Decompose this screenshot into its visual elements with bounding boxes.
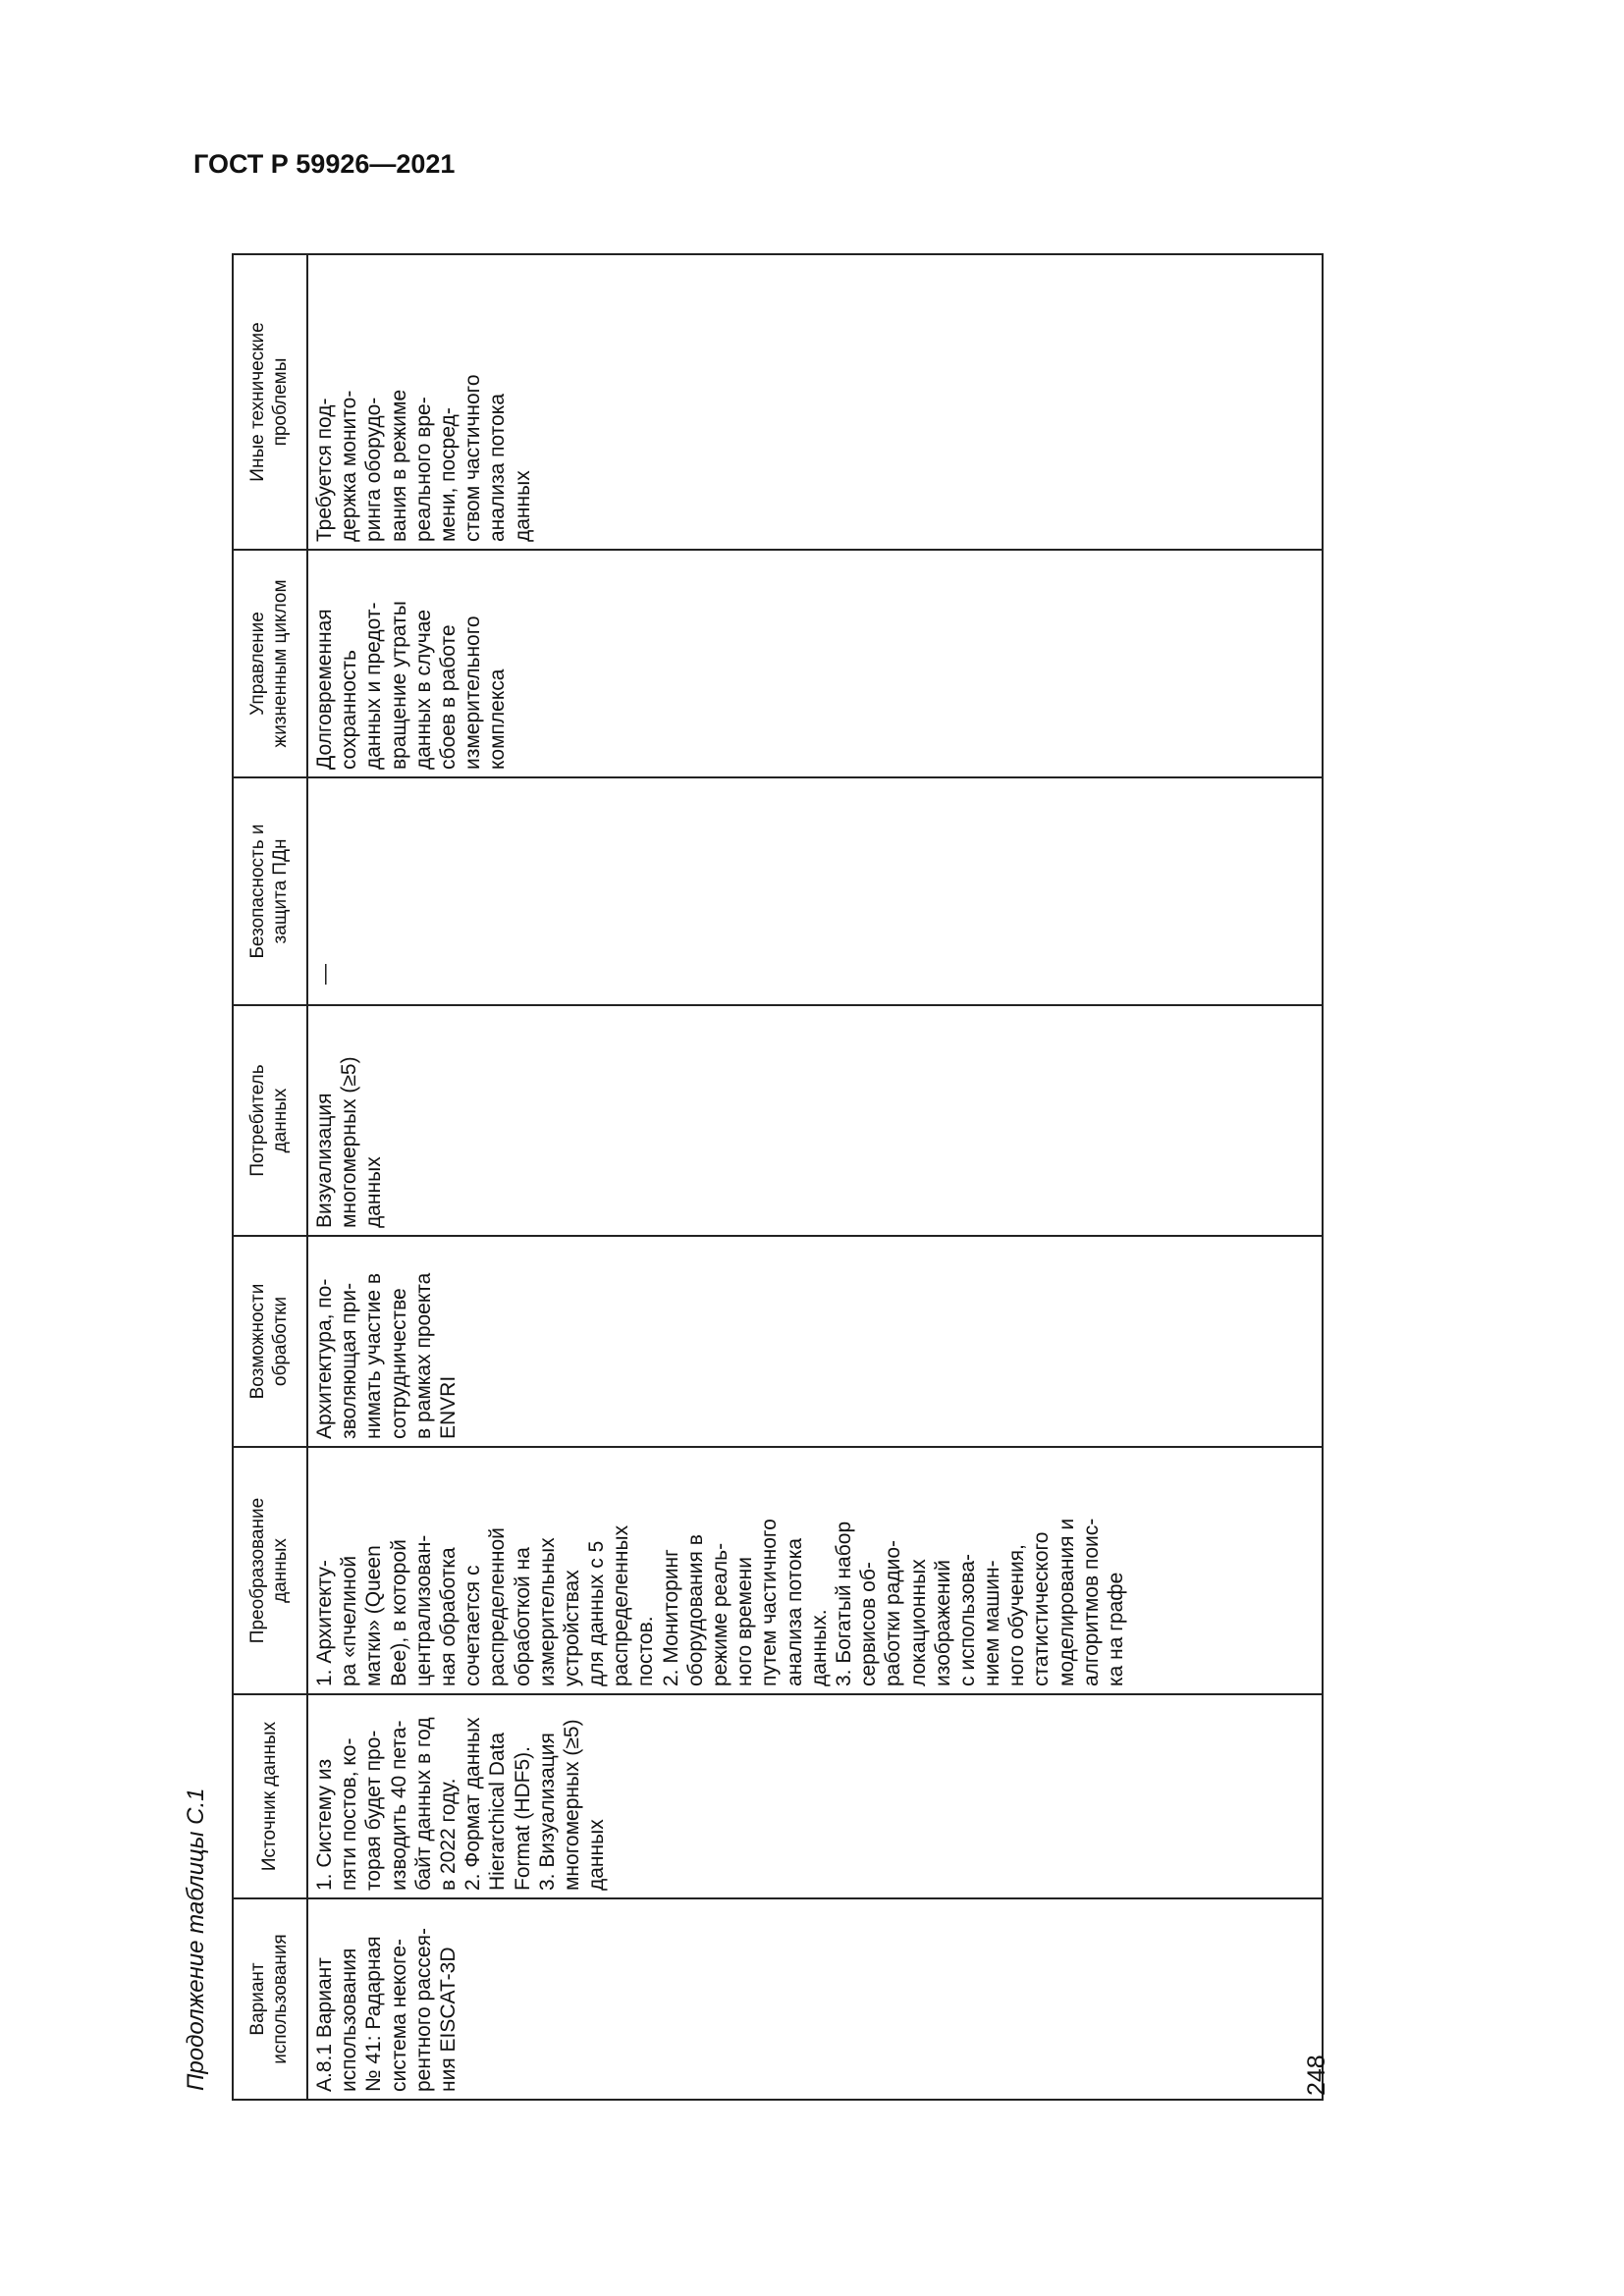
- header-data-source: Источник данных: [233, 1694, 307, 1898]
- header-use-case: Вариант использования: [233, 1898, 307, 2100]
- header-lifecycle-management: Управление жизненным циклом: [233, 550, 307, 777]
- cell-processing-capabilities: Архитектура, по- зволяющая при- нимать участие в сотрудничестве в рамках проекта ENVRI: [307, 1236, 1323, 1447]
- cell-other-technical-issues: Требуется под- держка монито- ринга оборудо- вания в режиме реального вре- мени, посред- ством частичного анализа потока данных: [307, 254, 1323, 550]
- table-caption: Продолжение таблицы С.1: [183, 1788, 209, 2091]
- header-security-privacy: Безопасность и защита ПДн: [233, 777, 307, 1005]
- header-other-technical-issues: Иные технические проблемы: [233, 254, 307, 550]
- cell-data-consumer: Визуализация многомерных (≥5) данных: [307, 1005, 1323, 1236]
- document-header: ГОСТ Р 59926—2021: [193, 149, 456, 179]
- cell-data-source: 1. Систему из пяти постов, ко- торая будет про- изводить 40 пета- байт данных в год в 2022 году. 2. Формат данных Hierarchical Data Format (HDF5). 3. Визуализация многомерных (≥5) данных: [307, 1694, 1323, 1898]
- use-case-table: [232, 253, 1324, 2101]
- rotated-page-content: [179, 255, 1330, 2101]
- header-data-transformation: Преобразование данных: [233, 1447, 307, 1694]
- page-number: 248: [1303, 2055, 1330, 2096]
- cell-lifecycle-management: Долговременная сохранность данных и предот- вращение утраты данных в случае сбоев в работе измерительного комплекса: [307, 550, 1323, 777]
- table-header-row: [233, 254, 307, 2100]
- cell-data-transformation: 1. Архитекту- ра «пчелиной матки» (Queen Bee), в которой централизован- ная обработка сочетается с распределенной обработкой на измерительных устройствах для данных с 5 распределенных постов. 2. Мониторинг оборудования в режиме реаль- ного времени путем частичного анализа потока данных. 3. Богатый набор сервисов об- работки радио- локационных изображений с использова- нием машин- ного обучения, статистического моделирования и алгоритмов поис- ка на графе: [307, 1447, 1323, 1694]
- table-row: [307, 254, 1323, 2100]
- header-processing-capabilities: Возможности обработки: [233, 1236, 307, 1447]
- cell-use-case: А.8.1 Вариант использования № 41: Радарная система некоге- рентного рассея- ния EISCAT-3D: [307, 1898, 1323, 2100]
- header-data-consumer: Потребитель данных: [233, 1005, 307, 1236]
- cell-security-privacy: —: [307, 777, 1323, 1005]
